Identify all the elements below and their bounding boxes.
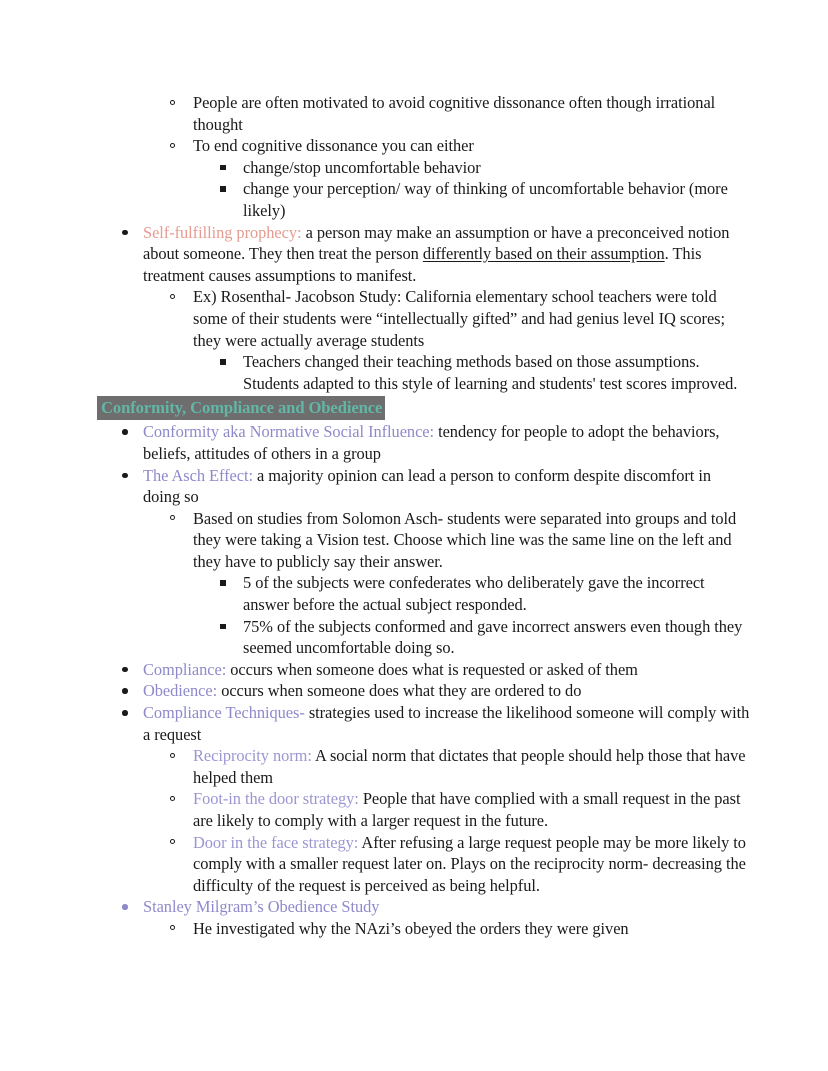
term-door-in-the-face: Door in the face strategy:	[193, 832, 359, 852]
circle-bullet-icon	[170, 839, 175, 844]
list-item	[193, 572, 752, 615]
definition-text: A social norm that dictates that people should help those that have helped them	[193, 746, 746, 787]
term-obedience: Obedience:	[143, 681, 218, 701]
list-item	[0, 222, 752, 395]
list-item-text: To end cognitive dissonance you can either	[193, 136, 474, 156]
list-item	[143, 918, 752, 940]
term-stanley-milgram-study: Stanley Milgram’s Obedience Study	[143, 897, 380, 917]
list-item	[143, 832, 752, 897]
list-item	[143, 92, 752, 135]
section-heading-conformity-compliance-obedience: Conformity, Compliance and Obedience	[97, 396, 385, 420]
term-compliance: Compliance:	[143, 659, 227, 679]
list-item-text: 75% of the subjects conformed and gave incorrect answers even though they seemed uncomfortable doing so.	[243, 616, 743, 658]
milgram-sublist	[143, 918, 752, 940]
asch-study-sublist	[143, 508, 752, 659]
rosenthal-detail-sublist	[193, 351, 752, 394]
round-bullet-icon	[122, 710, 128, 716]
document-body	[0, 92, 828, 940]
term-foot-in-the-door: Foot-in the door strategy:	[193, 789, 359, 809]
list-item	[0, 680, 752, 702]
cognitive-dissonance-list	[143, 92, 752, 222]
definition-text: a majority opinion can lead a person to conform despite discomfort in doing so	[143, 465, 712, 507]
round-bullet-icon	[122, 667, 128, 673]
circle-bullet-icon	[170, 294, 175, 299]
list-item-text: change/stop uncomfortable behavior	[243, 157, 481, 177]
definition-text: occurs when someone does what is requested or asked of them	[226, 659, 638, 679]
list-item	[0, 465, 752, 659]
list-item-text: People are often motivated to avoid cognitive dissonance often though irrational thought	[193, 93, 716, 134]
end-dissonance-sublist	[193, 157, 752, 222]
list-item	[143, 788, 752, 831]
square-bullet-icon	[220, 186, 226, 192]
compliance-techniques-sublist	[143, 745, 752, 896]
definition-text-part-1: a person may make an assumption or have a preconceived notion about someone. They then treat the person	[143, 222, 730, 264]
term-asch-effect: The Asch Effect:	[143, 465, 253, 485]
term-self-fulfilling-prophecy: Self-fulfilling prophecy:	[143, 222, 302, 242]
list-item-text: Ex) Rosenthal- Jacobson Study: California elementary school teachers were told some of their students were “intellectually gifted” and had genius level IQ scores; they were actually average students	[193, 287, 726, 350]
definition-text: After refusing a large request people may be more likely to comply with a smaller request later on. Plays on the reciprocity norm- decreasing the difficulty of the request is perceived as being helpful.	[193, 832, 746, 895]
list-item	[143, 508, 752, 659]
list-item	[193, 157, 752, 179]
definition-text: strategies used to increase the likelihood someone will comply with a request	[143, 703, 750, 744]
list-item	[0, 702, 752, 896]
definition-text-part-2: . This treatment causes assumptions to manifest.	[143, 244, 702, 285]
circle-bullet-icon	[170, 796, 175, 801]
list-item	[0, 659, 752, 681]
definition-underlined-phrase: differently based on their assumption	[422, 244, 665, 264]
definition-text: occurs when someone does what they are ordered to do	[217, 681, 582, 701]
self-fulfilling-prophecy-list	[0, 222, 752, 395]
round-bullet-icon	[122, 473, 128, 479]
circle-bullet-icon	[170, 515, 175, 520]
list-item	[0, 421, 752, 464]
list-item	[193, 178, 752, 221]
list-item-text: 5 of the subjects were confederates who deliberately gave the incorrect answer before the actual subject responded.	[243, 573, 705, 615]
square-bullet-icon	[220, 624, 226, 630]
round-bullet-icon	[122, 904, 128, 910]
round-bullet-icon	[122, 230, 128, 236]
list-item-text: He investigated why the NAzi’s obeyed the orders they were given	[193, 918, 629, 938]
definition-text: People that have complied with a small request in the past are likely to comply with a larger request in the future.	[193, 789, 741, 830]
circle-bullet-icon	[170, 100, 175, 105]
list-item-text: Based on studies from Solomon Asch- students were separated into groups and told they were taking a Vision test. Choose which line was the same line on the left and they have to publicly say their answer.	[193, 508, 737, 571]
list-item	[193, 351, 752, 394]
square-bullet-icon	[220, 580, 226, 586]
conformity-main-list	[0, 421, 752, 939]
square-bullet-icon	[220, 359, 226, 365]
round-bullet-icon	[122, 429, 128, 435]
list-item	[193, 616, 752, 659]
list-item	[143, 286, 752, 394]
term-reciprocity-norm: Reciprocity norm:	[193, 746, 312, 766]
circle-bullet-icon	[170, 925, 175, 930]
round-bullet-icon	[122, 688, 128, 694]
term-conformity: Conformity aka Normative Social Influence:	[143, 422, 435, 442]
list-item	[143, 745, 752, 788]
circle-bullet-icon	[170, 143, 175, 148]
asch-findings-sublist	[193, 572, 752, 658]
list-item-text: change your perception/ way of thinking of uncomfortable behavior (more likely)	[243, 179, 728, 220]
rosenthal-jacobson-sublist	[143, 286, 752, 394]
square-bullet-icon	[220, 165, 226, 171]
list-item	[0, 896, 752, 939]
circle-bullet-icon	[170, 753, 175, 758]
term-compliance-techniques: Compliance Techniques-	[143, 703, 305, 723]
list-item-text: Teachers changed their teaching methods based on those assumptions. Students adapted to this style of learning and students' test scores improved.	[243, 352, 738, 393]
list-item	[143, 135, 752, 221]
definition-text: tendency for people to adopt the behaviors, beliefs, attitudes of others in a group	[143, 422, 720, 463]
